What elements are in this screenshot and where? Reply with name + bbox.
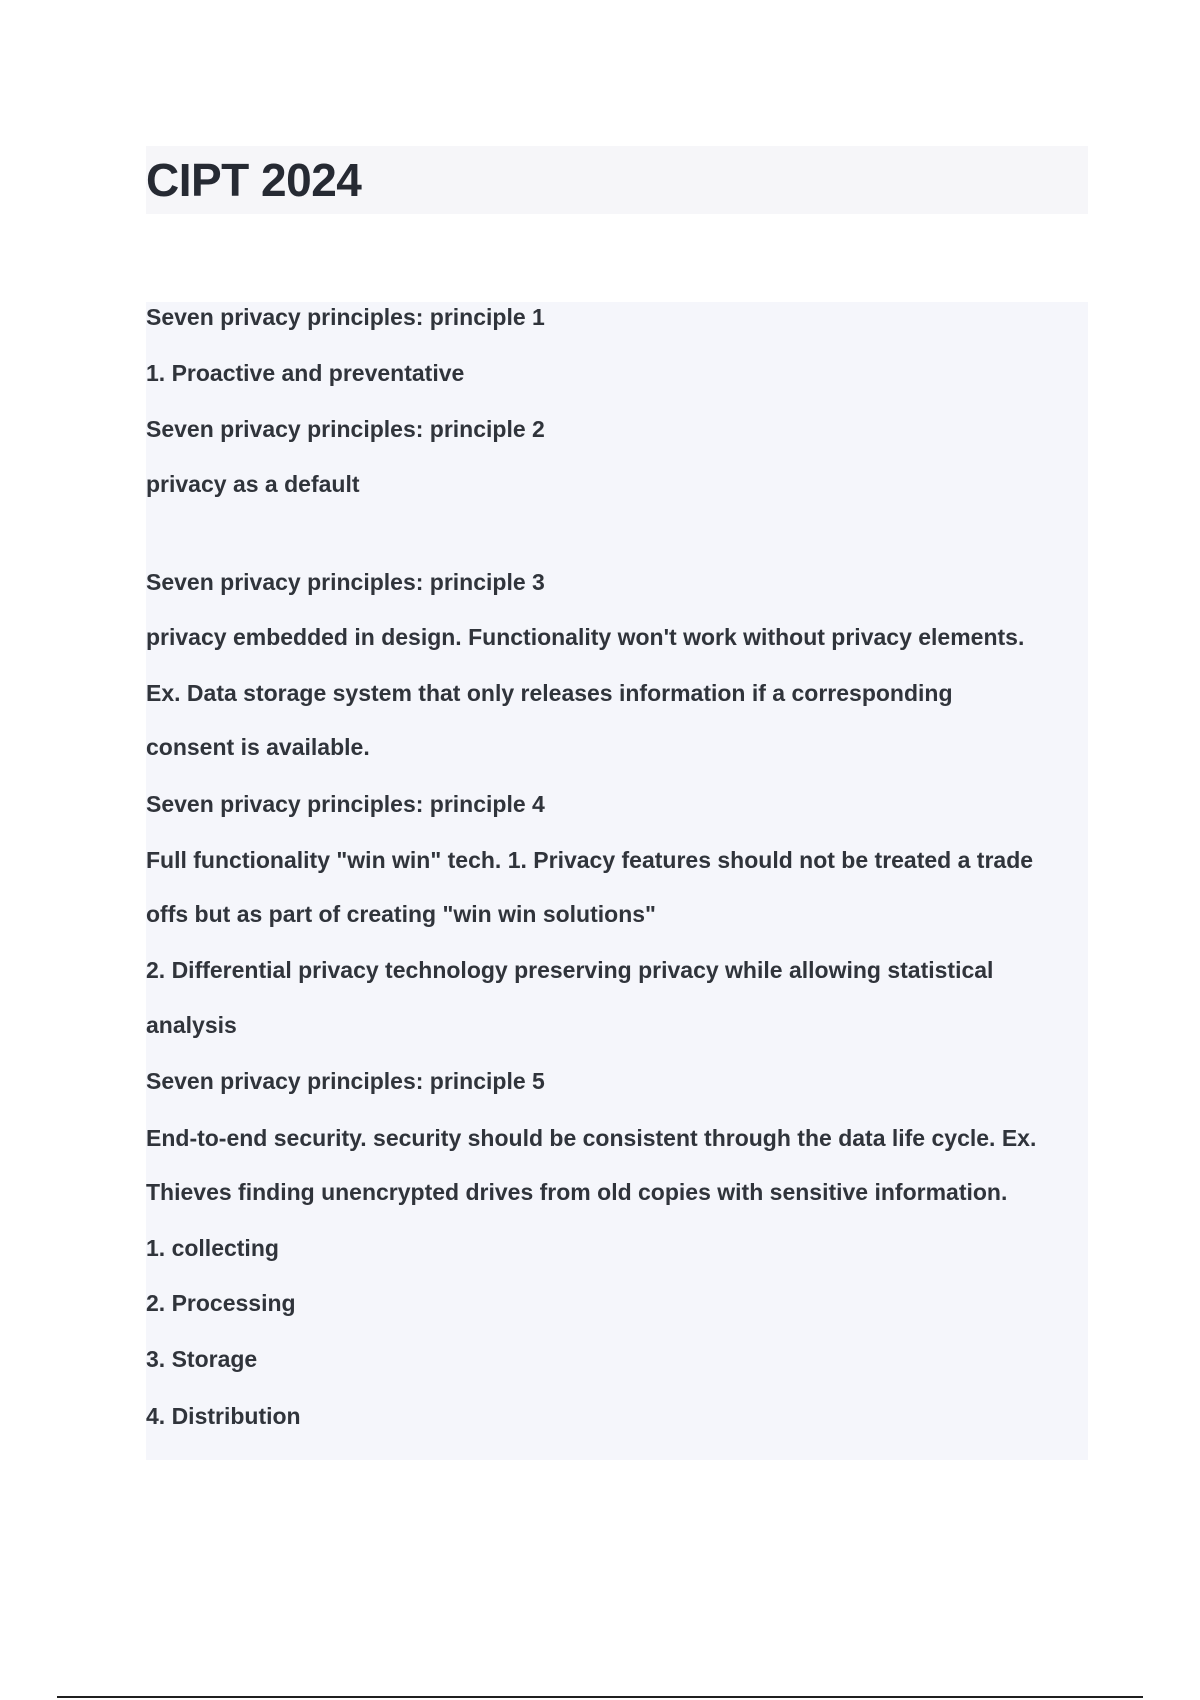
list-item: 2. Processing [146, 1290, 296, 1316]
answer-line: privacy as a default [146, 471, 360, 497]
footer-divider [57, 1696, 1143, 1698]
answer-line: Thieves finding unencrypted drives from old copies with sensitive information. [146, 1179, 1008, 1205]
answer-line: analysis [146, 1012, 237, 1038]
document-title: CIPT 2024 [146, 154, 362, 206]
answer-line: End-to-end security. security should be consistent through the data life cycle. Ex. [146, 1125, 1037, 1151]
content-block [146, 302, 1088, 1460]
answer-line: 2. Differential privacy technology preserving privacy while allowing statistical [146, 957, 994, 983]
list-item: 1. collecting [146, 1235, 279, 1261]
answer-line: 1. Proactive and preventative [146, 360, 465, 386]
answer-line: offs but as part of creating "win win solutions" [146, 901, 656, 927]
answer-line: privacy embedded in design. Functionality won't work without privacy elements. [146, 624, 1025, 650]
title-block [146, 146, 1088, 214]
answer-line: Full functionality "win win" tech. 1. Privacy features should not be treated a trade [146, 847, 1034, 873]
list-item: 4. Distribution [146, 1403, 301, 1429]
heading-principle-4: Seven privacy principles: principle 4 [146, 791, 545, 817]
heading-principle-5: Seven privacy principles: principle 5 [146, 1068, 545, 1094]
heading-principle-1: Seven privacy principles: principle 1 [146, 304, 545, 330]
list-item: 3. Storage [146, 1346, 258, 1372]
heading-principle-3: Seven privacy principles: principle 3 [146, 569, 545, 595]
answer-line: consent is available. [146, 734, 370, 760]
answer-line: Ex. Data storage system that only releases information if a corresponding [146, 680, 953, 706]
heading-principle-2: Seven privacy principles: principle 2 [146, 416, 545, 442]
